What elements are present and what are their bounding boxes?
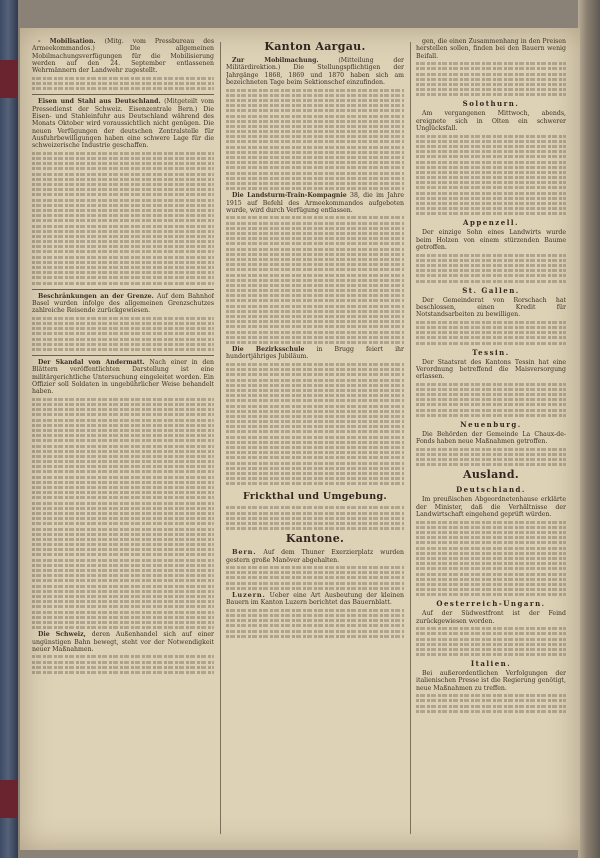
article-lead: Die Schweiz, bbox=[38, 631, 86, 639]
article-text: Ueber eine Art Ausbeutung der kleinen Bauern im Kanton Luzern berichtet das Bauernblatt. bbox=[226, 591, 404, 607]
spine-band bbox=[0, 780, 18, 818]
article-text: Auf der Südwestfront ist der Feind zurückgewiesen worden. bbox=[416, 610, 566, 625]
article-text: Der Staatsrat des Kantons Tessin hat eine Verordnung betreffend die Maisversorgung erlassen. bbox=[416, 358, 566, 381]
article-lead: Beschränkungen an der Grenze. bbox=[38, 292, 154, 300]
column-2 bbox=[226, 38, 404, 838]
column-3 bbox=[416, 38, 566, 838]
spine-band bbox=[0, 60, 18, 98]
article bbox=[226, 549, 404, 564]
article bbox=[226, 57, 404, 86]
section-heading: Ausland. bbox=[463, 468, 519, 482]
article-text: 38, die im Jahre 1915 auf Befehl des Armeekommandos aufgeboten wurde, wird durch Verfügung entlassen. bbox=[226, 192, 404, 214]
column-rule bbox=[220, 42, 221, 834]
article-text: in Brugg feiert ihr hundertjähriges Jubiläum. bbox=[226, 346, 404, 361]
section-heading: Deutschland. bbox=[456, 485, 526, 495]
book-spine bbox=[0, 0, 18, 858]
article-text: gen, die einen Zusammenhang in den Preisen herstellen sollen, finden bei den Bauern wenig Beifall. bbox=[416, 38, 566, 60]
section-heading: Frickthal und Umgebung. bbox=[242, 491, 388, 503]
section-heading: St. Gallen. bbox=[462, 285, 520, 295]
page-edge bbox=[578, 0, 600, 858]
article bbox=[32, 631, 214, 653]
article-text: (Mitgeteilt vom Pressedienst der Schweiz. Eisenzentrale Bern.) Die Eisen- und Stahleinfuhr aus Deutschland während des Monats Oktober wird voraussichtlich nicht genügen. Die neuen Verfügungen der deutschen Zentralstelle für Ausfuhrbewilligungen haben eine schwere Lage für die schweizerische Industrie geschaffen. bbox=[32, 98, 214, 150]
article bbox=[226, 346, 404, 361]
column-rule bbox=[410, 42, 411, 834]
article-text: Bei außerordentlichen Verfolgungen der italienischen Presse ist die Regierung genötigt, neue Maßnahmen zu treffen. bbox=[416, 670, 566, 692]
article-text: Der einzige Sohn eines Landwirts wurde beim Holzen von einem stürzenden Baume getroffen. bbox=[416, 229, 566, 252]
article-lead: Die Landsturm-Train-Kompagnie bbox=[232, 192, 347, 200]
article-text: Der Gemeinderat von Rorschach hat beschlossen, einen Kredit für Notstandsarbeiten zu bewilligen. bbox=[416, 296, 566, 319]
article bbox=[226, 192, 404, 214]
article bbox=[32, 38, 214, 75]
section-heading: Tessin. bbox=[472, 347, 510, 357]
article-lead: Bern. bbox=[232, 548, 257, 557]
article-lead: Eisen und Stahl aus Deutschland. bbox=[38, 98, 161, 106]
article-text: Nach einer in den Blättern veröffentlichten Darstellung ist eine militärgerichtliche Untersuchung eingeleitet worden. Ein Offizier soll Soldaten in ungebührlicher Weise behandelt haben. bbox=[32, 358, 214, 396]
article bbox=[416, 38, 566, 60]
article bbox=[32, 98, 214, 149]
section-heading: Solothurn. bbox=[462, 99, 520, 109]
article-text: deren Außenhandel sich auf einer ungünstigen Bahn bewegt, steht vor der Notwendigkeit neuer Maßnahmen. bbox=[32, 631, 214, 653]
section-heading: Kantone. bbox=[285, 532, 345, 546]
column-1 bbox=[32, 38, 214, 838]
article bbox=[32, 359, 214, 396]
article-text: (Mitg. vom Pressbureau des Armeekommandos.) Die allgemeinen Mobilmachungsverfügungen für die Mobilisierung werden auf den 24. September entlassenen Wehrmännern der Landwehr zugestellt. bbox=[32, 38, 214, 75]
section-heading: Kanton Aargau. bbox=[264, 40, 366, 53]
article-text: Am vergangenen Mittwoch, abends, ereignete sich in Olten ein schwerer Unglücksfall. bbox=[416, 110, 566, 133]
section-heading: Italien. bbox=[470, 659, 512, 669]
article-lead: Der Skandal von Andermatt. bbox=[38, 358, 145, 366]
section-heading: Appenzell. bbox=[463, 218, 519, 228]
article-text: Auf dem Thuner Exerzierplatz wurden gestern große Manöver abgehalten. bbox=[226, 549, 404, 564]
article bbox=[226, 592, 404, 607]
article-text: Die Behörden der Gemeinde La Chaux-de-Fonds haben neue Maßnahmen getroffen. bbox=[416, 430, 566, 446]
article-lead: - Mobilisation. bbox=[38, 38, 96, 45]
section-heading: Oesterreich-Ungarn. bbox=[436, 599, 546, 609]
article-text: (Mitteilung der Militärdirektion.) Die Stellungspflichtigen der Jahrgänge 1868, 1869 und 1870 haben sich am bezeichneten Tage beim Sektionschef einzufinden. bbox=[226, 57, 404, 87]
article bbox=[32, 293, 214, 315]
article-lead: Die Bezirksschule bbox=[232, 346, 305, 354]
article-text: Im preußischen Abgeordnetenhause erklärte der Minister, daß die Verhältnisse der Landwirtschaft eingehend geprüft würden. bbox=[416, 496, 566, 519]
newspaper-page bbox=[20, 28, 580, 850]
section-heading: Neuenburg. bbox=[460, 419, 522, 429]
article-text: Auf dem Bahnhof Basel wurden infolge des allgemeinen Grenzschutzes zahlreiche Reisende zurückgewiesen. bbox=[32, 292, 214, 315]
article-lead: Zur Mobilmachung. bbox=[232, 57, 319, 64]
article-lead: Luzern. bbox=[232, 590, 266, 599]
